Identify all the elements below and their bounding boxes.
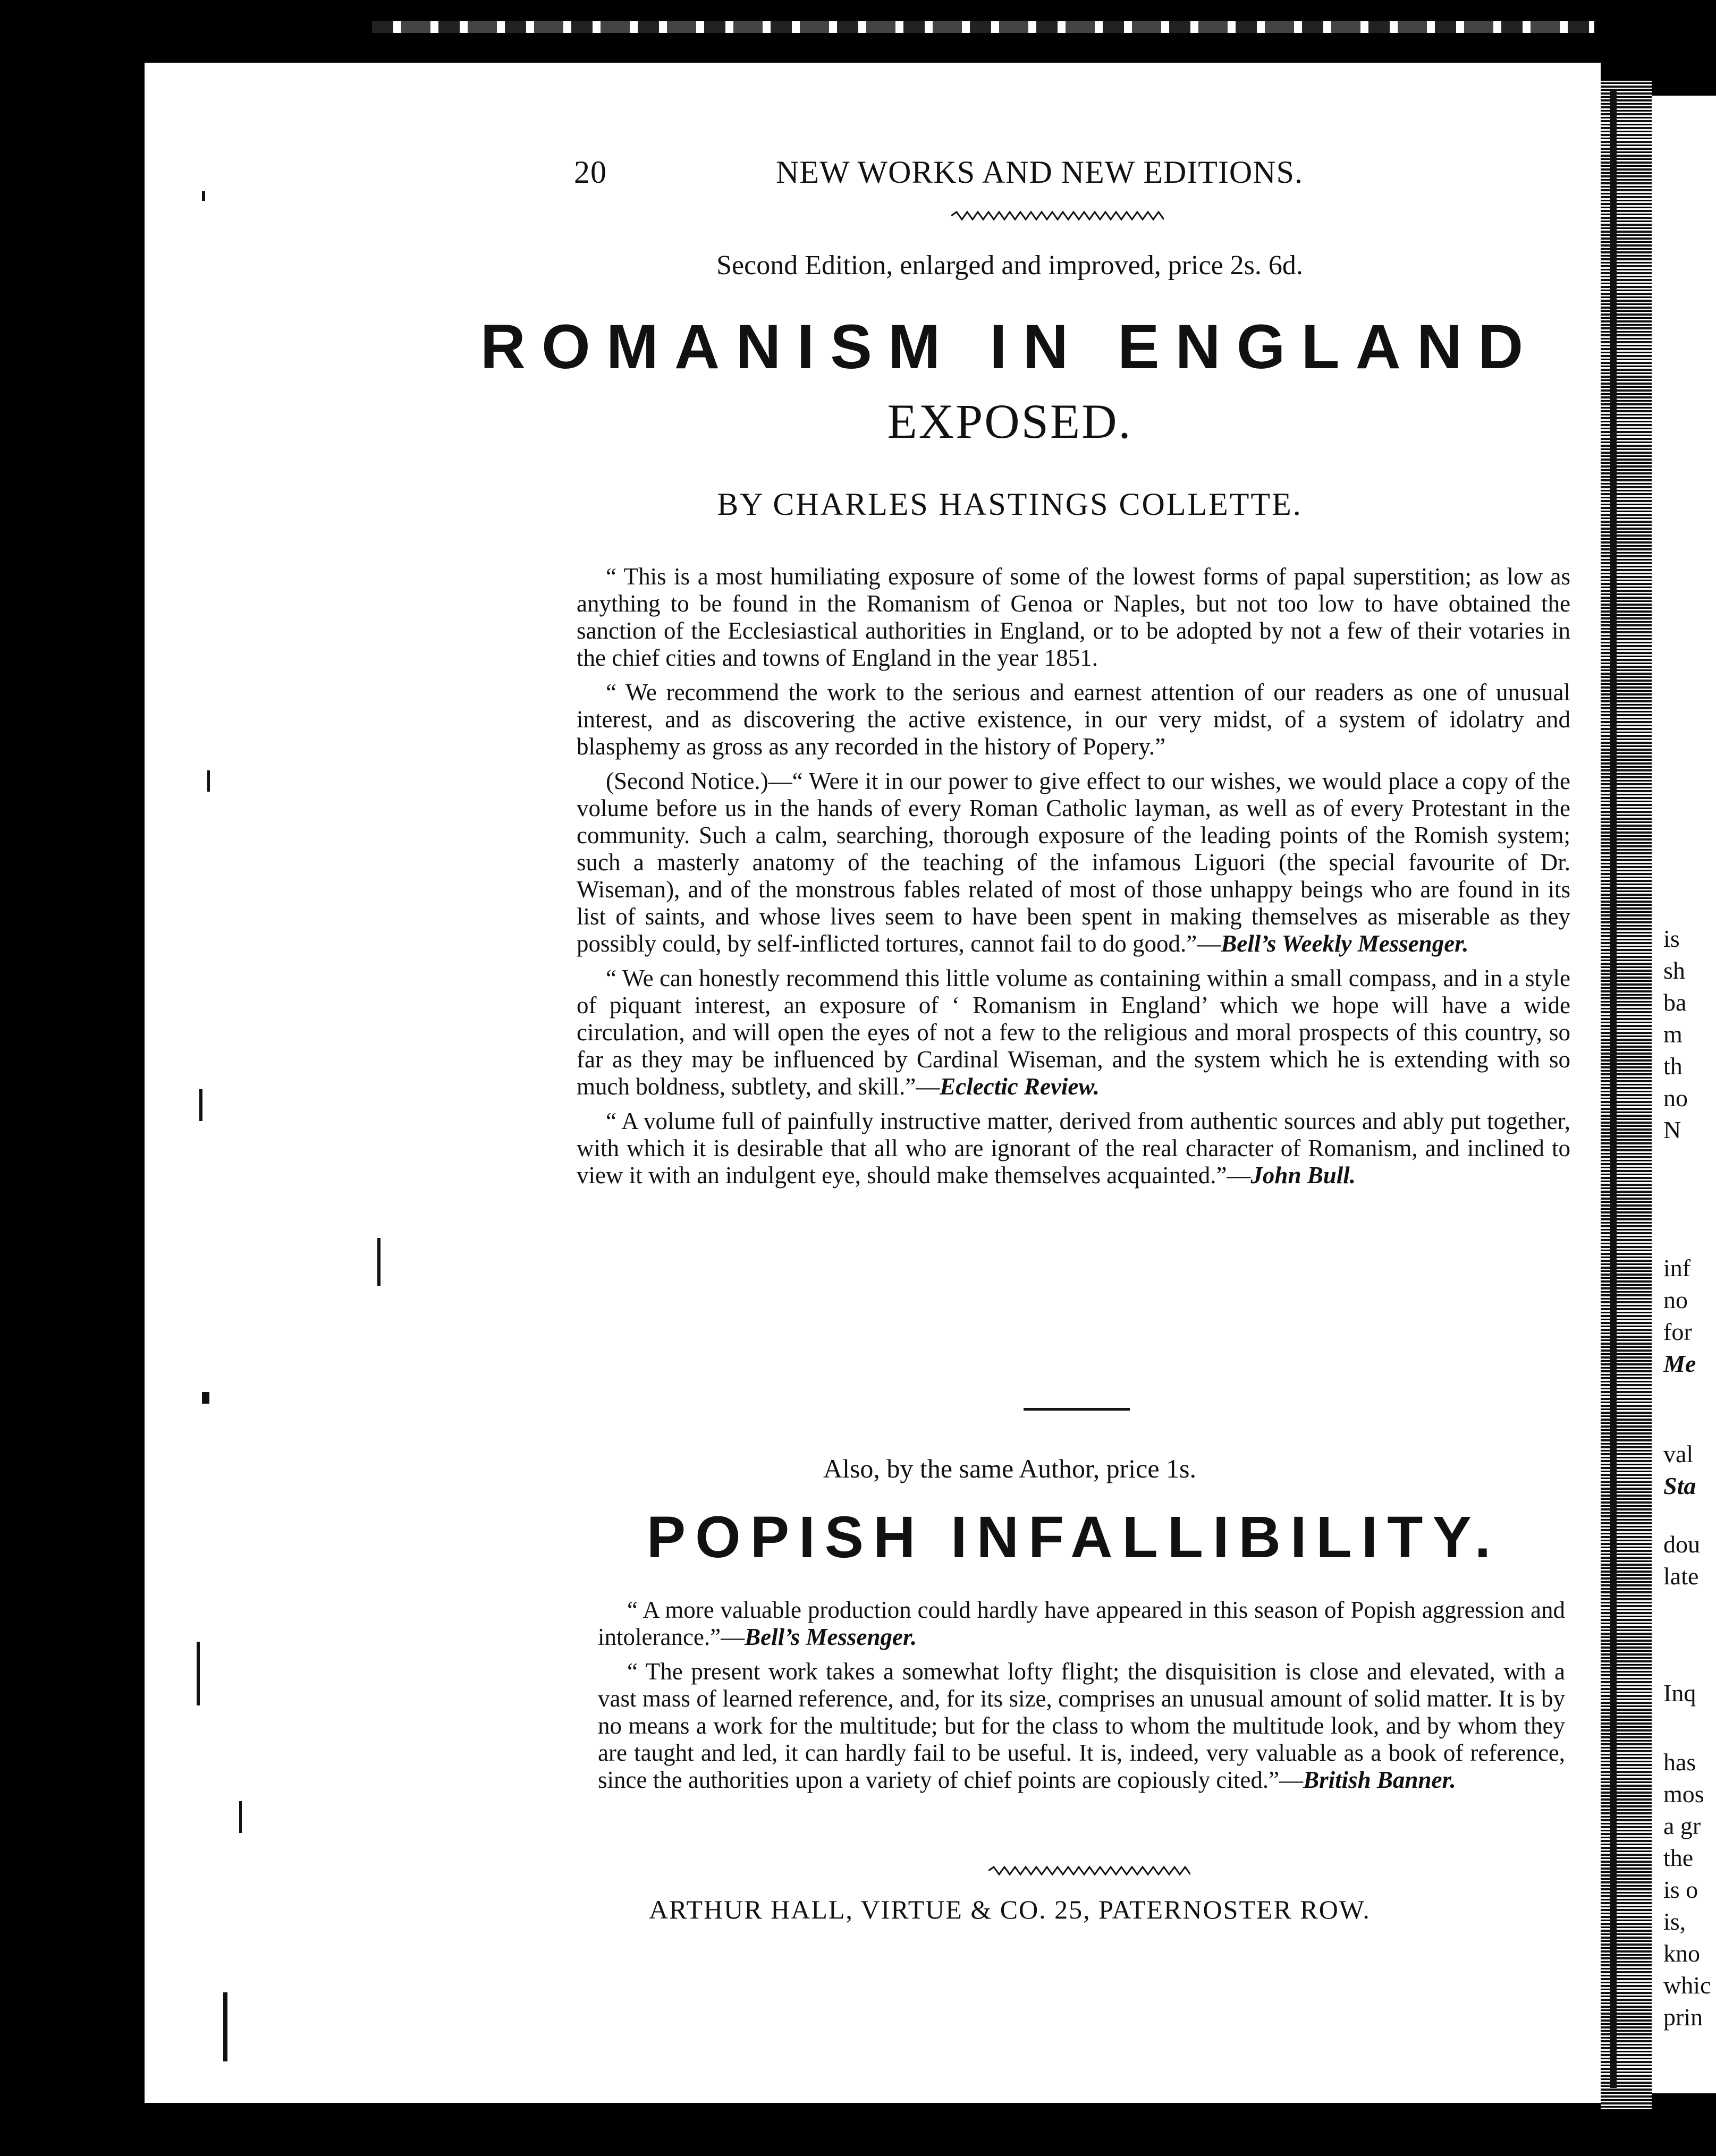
adjacent-fragment: no — [1663, 1286, 1688, 1313]
reviews-popish — [598, 1597, 1565, 1801]
adjacent-fragment: inf — [1663, 1254, 1691, 1281]
adjacent-fragment: mos — [1663, 1780, 1704, 1807]
adjacent-fragment: m — [1663, 1021, 1683, 1048]
also-by-author: Also, by the same Author, price 1s. — [823, 1454, 1197, 1483]
adjacent-fragment: sh — [1663, 957, 1685, 984]
scan-edge-smear — [372, 21, 1594, 33]
review-source: Bell’s Weekly Messenger. — [1221, 930, 1469, 957]
author-line: BY CHARLES HASTINGS COLLETTE. — [717, 487, 1303, 522]
publisher-imprint: ARTHUR HALL, VIRTUE & CO. 25, PATERNOSTER ROW. — [649, 1895, 1371, 1924]
page-header — [457, 154, 1562, 197]
edition-note: Second Edition, enlarged and improved, price 2s. 6d. — [716, 250, 1303, 281]
adjacent-fragment: prin — [1663, 2004, 1703, 2031]
adjacent-page — [1652, 96, 1716, 2093]
adjacent-fragment: th — [1663, 1052, 1683, 1080]
adjacent-fragment: late — [1663, 1563, 1699, 1590]
adjacent-fragment: ba — [1663, 989, 1687, 1016]
adjacent-fragment: a gr — [1663, 1812, 1701, 1839]
book-subtitle: EXPOSED. — [887, 394, 1132, 448]
review-quote: “ We can honestly recommend this little volume as containing within a small compass, and in a style of piquant interest, an exposure of ‘ Romanism in England’ which we hope will have a wide circulation, and will open the eyes of not a few to the religious and moral prospects of this country, so far as they may be influenced by Cardinal Wiseman, and the system which he is extending with so much boldness, subtlety, and skill.”—Eclectic Review. — [577, 965, 1570, 1100]
book-gutter — [1601, 80, 1652, 2109]
adjacent-fragment: Sta — [1663, 1472, 1696, 1499]
review-source: John Bull. — [1250, 1162, 1356, 1189]
adjacent-fragment: has — [1663, 1748, 1696, 1776]
adjacent-fragment: is o — [1663, 1876, 1698, 1903]
adjacent-fragment: val — [1663, 1440, 1694, 1467]
review-quote: “ The present work takes a somewhat lofty flight; the disquisition is close and elevated, with a vast mass of learned reference, and, for its size, comprises an unusual amount of solid matter. It is by no means a work for the multitude; but for the class to whom the multitude look, and by whom they are taught and led, it can hardly fail to be useful. It is, indeed, very valuable as a book of reference, since the authorities upon a variety of chief points are copiously cited.”—British Banner. — [598, 1658, 1565, 1793]
adjacent-fragment: whic — [1663, 1972, 1711, 1999]
running-title: NEW WORKS AND NEW EDITIONS. — [776, 155, 1303, 190]
adjacent-fragment: Me — [1663, 1350, 1696, 1377]
ornament-wave — [951, 210, 1164, 222]
review-quote: “ This is a most humiliating exposure of some of the lowest forms of papal superstition; as low as anything to be found in the Romanism of Genoa or Naples, but not too low to have obtained the sanction of the Ecclesiastical authorities in England, or to be adopted by not a few of their votaries in the chief cities and towns of England in the year 1851. — [577, 563, 1570, 671]
review-source: Bell’s Messenger. — [745, 1624, 917, 1650]
adjacent-fragment: kno — [1663, 1940, 1700, 1967]
adjacent-fragment: is, — [1663, 1908, 1686, 1935]
gutter-line — [1610, 90, 1617, 2088]
review-quote: “ A more valuable production could hardly have appeared in this season of Popish aggression and intolerance.”—Bell’s Messenger. — [598, 1597, 1565, 1650]
ornament-wave — [988, 1865, 1190, 1877]
review-source: British Banner. — [1303, 1767, 1456, 1793]
section-divider — [1024, 1408, 1130, 1411]
adjacent-fragment: the — [1663, 1844, 1694, 1871]
adjacent-fragment: is — [1663, 925, 1680, 952]
adjacent-fragment: Inq — [1663, 1679, 1696, 1707]
adjacent-fragment: no — [1663, 1084, 1688, 1111]
review-quote: “ A volume full of painfully instructive matter, derived from authentic sources and ably put together, with which it is desirable that all who are ignorant of the real character of Romanism, and inclined to view it with an indulgent eye, should make themselves acquainted.”—John Bull. — [577, 1108, 1570, 1189]
book-title-romanism: ROMANISM IN ENGLAND — [480, 312, 1540, 382]
adjacent-fragment: dou — [1663, 1531, 1700, 1558]
margin-specks — [149, 80, 287, 2045]
page-number: 20 — [574, 155, 607, 190]
adjacent-fragment: for — [1663, 1318, 1692, 1345]
review-source: Eclectic Review. — [940, 1073, 1100, 1100]
book-title-popish: POPISH INFALLIBILITY. — [646, 1505, 1501, 1570]
review-quote: “ We recommend the work to the serious and earnest attention of our readers as one of unusual interest, and as discovering the active existence, in our very midst, of a system of idolatry and blasphemy as gross as any recorded in the history of Popery.” — [577, 679, 1570, 760]
reviews-romanism — [577, 563, 1570, 1196]
adjacent-fragment: N — [1663, 1116, 1681, 1143]
review-quote: (Second Notice.)—“ Were it in our power to give effect to our wishes, we would place a copy of the volume before us in the hands of every Roman Catholic layman, as well as of every Protestant in the community. Such a calm, searching, thorough exposure of the leading points of the Romish system; such a masterly anatomy of the teaching of the infamous Liguori (the special favourite of Dr. Wiseman), and of the monstrous fables related of most of those unhappy beings who are found in its list of saints, and whose lives seem to have been spent in making themselves as miserable as they possibly could, by self-inflicted tortures, cannot fail to do good.”—Bell’s Weekly Messenger. — [577, 768, 1570, 957]
